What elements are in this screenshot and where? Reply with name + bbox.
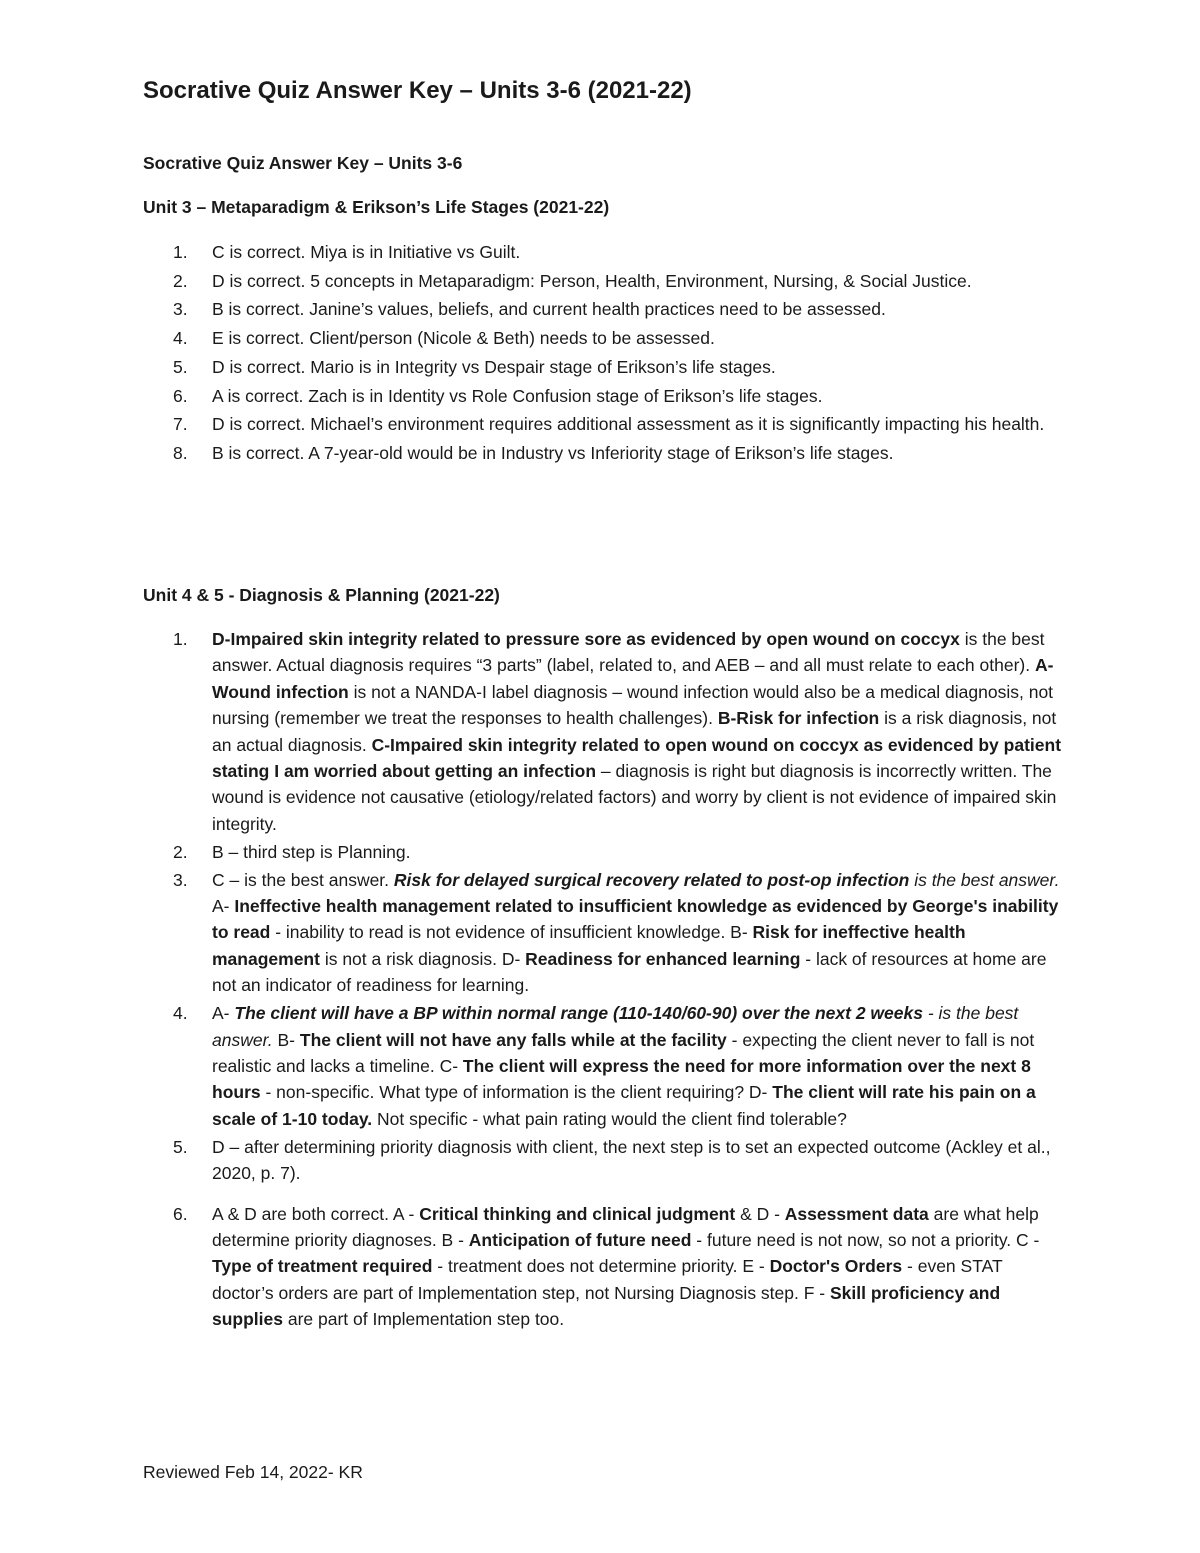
item-text: C is correct. Miya is in Initiative vs Guilt.	[212, 242, 521, 262]
emphasis-text: Critical thinking and clinical judgment	[419, 1203, 736, 1224]
item-number: 8.	[173, 442, 188, 463]
item-text: D is correct. 5 concepts in Metaparadigm: Person, Health, Environment, Nursing, & Social Justice.	[212, 270, 972, 291]
emphasis-text: Risk for ineffective health management	[212, 922, 966, 969]
list-item	[143, 268, 1063, 295]
text-run: - even STAT doctor’s orders are part of Implementation step, not Nursing Diagnosis step. F -	[212, 1256, 1003, 1303]
list-item	[143, 296, 1063, 323]
item-number: 3.	[173, 299, 188, 320]
emphasis-text: Skill proficiency and supplies	[212, 1282, 1001, 1330]
unit3-answer-list	[143, 239, 1063, 469]
list-item	[143, 440, 1063, 467]
item-number: 1.	[173, 629, 188, 649]
list-item	[143, 411, 1063, 438]
unit45-heading: Unit 4 & 5 - Diagnosis & Planning (2021-22)	[143, 585, 500, 605]
text-run: is not a NANDA-I label diagnosis – wound infection would also be a medical diagnosis, not nursing (remember we treat the responses to health challenges).	[212, 681, 1054, 729]
list-item	[143, 354, 1063, 381]
item-text	[212, 1000, 1063, 1132]
item-text: D is correct. Mario is in Integrity vs Despair stage of Erikson’s life stages.	[212, 356, 776, 377]
text-run: are part of Implementation step too.	[283, 1309, 565, 1330]
text-run: Not specific - what pain rating would the client find tolerable?	[372, 1108, 847, 1129]
item-text: B is correct. A 7-year-old would be in Industry vs Inferiority stage of Erikson’s life stages.	[212, 442, 894, 463]
text-run: are what help determine priority diagnoses. B -	[212, 1203, 1039, 1250]
list-item	[143, 239, 1063, 266]
item-number: 6.	[173, 385, 188, 406]
item-text	[212, 867, 1063, 999]
list-item	[143, 1134, 1063, 1187]
emphasis-text: Risk for delayed surgical recovery related to post-op infection	[393, 869, 910, 890]
text-run: is the best answer. Actual diagnosis requires “3 parts” (label, related to, and AEB – and all must relate to each other).	[212, 629, 1045, 676]
text-run: is not a risk diagnosis. D-	[319, 948, 526, 969]
unit45-answer-list	[143, 626, 1063, 1334]
list-item	[143, 626, 1063, 837]
item-text: D is correct. Michael’s environment requires additional assessment as it is significantly impacting his health.	[212, 414, 1045, 435]
emphasis-text: A-Wound infection	[212, 655, 1054, 702]
item-number: 3.	[173, 869, 188, 890]
list-item	[143, 325, 1063, 352]
emphasis-text: Anticipation of future need	[468, 1229, 692, 1250]
text-run: A & D are both correct. A -	[212, 1203, 420, 1224]
list-item	[143, 867, 1063, 999]
text-run: - non-specific. What type of information is the client requiring? D-	[260, 1082, 773, 1103]
text-run: A-	[212, 896, 235, 917]
item-number: 7.	[173, 414, 188, 435]
item-text: A is correct. Zach is in Identity vs Role Confusion stage of Erikson’s life stages.	[212, 385, 823, 406]
list-item	[143, 383, 1063, 410]
review-footer: Reviewed Feb 14, 2022- KR	[143, 1462, 363, 1482]
document-title: Socrative Quiz Answer Key – Units 3-6 (2021-22)	[143, 77, 692, 104]
text-run: - lack of resources at home are not an indicator of readiness for learning.	[212, 948, 1047, 996]
emphasis-text: B-Risk for infection	[717, 708, 880, 729]
emphasis-text: is the best answer.	[909, 869, 1060, 890]
emphasis-text: C-Impaired skin integrity related to open wound on coccyx as evidenced by patient stating I am worried about getting an infection	[212, 734, 1062, 782]
emphasis-text: Doctor's Orders	[769, 1256, 903, 1277]
item-number: 1.	[173, 242, 188, 262]
item-text	[212, 1201, 1063, 1333]
text-run: - inability to read is not evidence of insufficient knowledge. B-	[270, 922, 753, 943]
item-number: 4.	[173, 1003, 188, 1024]
list-item	[143, 1201, 1063, 1333]
list-item	[143, 1000, 1063, 1132]
emphasis-text: Readiness for enhanced learning	[525, 948, 801, 969]
text-run: B – third step is Planning.	[212, 841, 411, 862]
emphasis-text: - is the best answer.	[212, 1003, 1019, 1050]
emphasis-text: Ineffective health management related to insufficient knowledge as evidenced by George's inability to read	[212, 896, 1059, 943]
item-number: 6.	[173, 1203, 188, 1224]
text-run: D – after determining priority diagnosis with client, the next step is to set an expected outcome (Ackley et al., 2020, p. 7).	[212, 1136, 1051, 1184]
text-run: C – is the best answer.	[212, 869, 394, 890]
item-number: 2.	[173, 841, 188, 862]
text-run: - future need is not now, so not a priority. C -	[691, 1229, 1040, 1250]
item-number: 5.	[173, 1136, 188, 1157]
text-run: is a risk diagnosis, not an actual diagnosis.	[212, 708, 1057, 755]
item-text	[212, 626, 1063, 837]
unit3-heading: Unit 3 – Metaparadigm & Erikson’s Life Stages (2021-22)	[143, 197, 610, 217]
document-subtitle: Socrative Quiz Answer Key – Units 3-6	[143, 153, 463, 173]
text-run: A-	[212, 1003, 235, 1024]
emphasis-text: Assessment data	[784, 1203, 929, 1224]
emphasis-text: D-Impaired skin integrity related to pressure sore as evidenced by open wound on coccyx	[212, 629, 960, 649]
item-number: 4.	[173, 328, 188, 349]
list-item	[143, 839, 1063, 865]
item-text	[212, 839, 1063, 865]
text-run: & D -	[735, 1203, 785, 1224]
item-number: 2.	[173, 270, 188, 291]
item-text	[212, 1134, 1063, 1187]
item-text: B is correct. Janine’s values, beliefs, and current health practices need to be assessed.	[212, 299, 886, 320]
emphasis-text: Type of treatment required	[212, 1256, 433, 1277]
emphasis-text: The client will express the need for more information over the next 8 hours	[212, 1056, 1031, 1103]
item-number: 5.	[173, 356, 188, 377]
emphasis-text: The client will not have any falls while at the facility	[299, 1029, 727, 1050]
item-text: E is correct. Client/person (Nicole & Beth) needs to be assessed.	[212, 328, 715, 349]
text-run: - expecting the client never to fall is not realistic and lacks a timeline. C-	[212, 1029, 1035, 1076]
text-run: - treatment does not determine priority. E -	[432, 1256, 770, 1277]
emphasis-text: The client will have a BP within normal range (110-140/60-90) over the next 2 weeks	[234, 1003, 923, 1024]
text-run: B-	[272, 1029, 300, 1050]
text-run: – diagnosis is right but diagnosis is incorrectly written. The wound is evidence not causative (etiology/related factors) and worry by client is not evidence of impaired skin integrity.	[212, 761, 1057, 834]
emphasis-text: The client will rate his pain on a scale of 1-10 today.	[212, 1082, 1036, 1129]
